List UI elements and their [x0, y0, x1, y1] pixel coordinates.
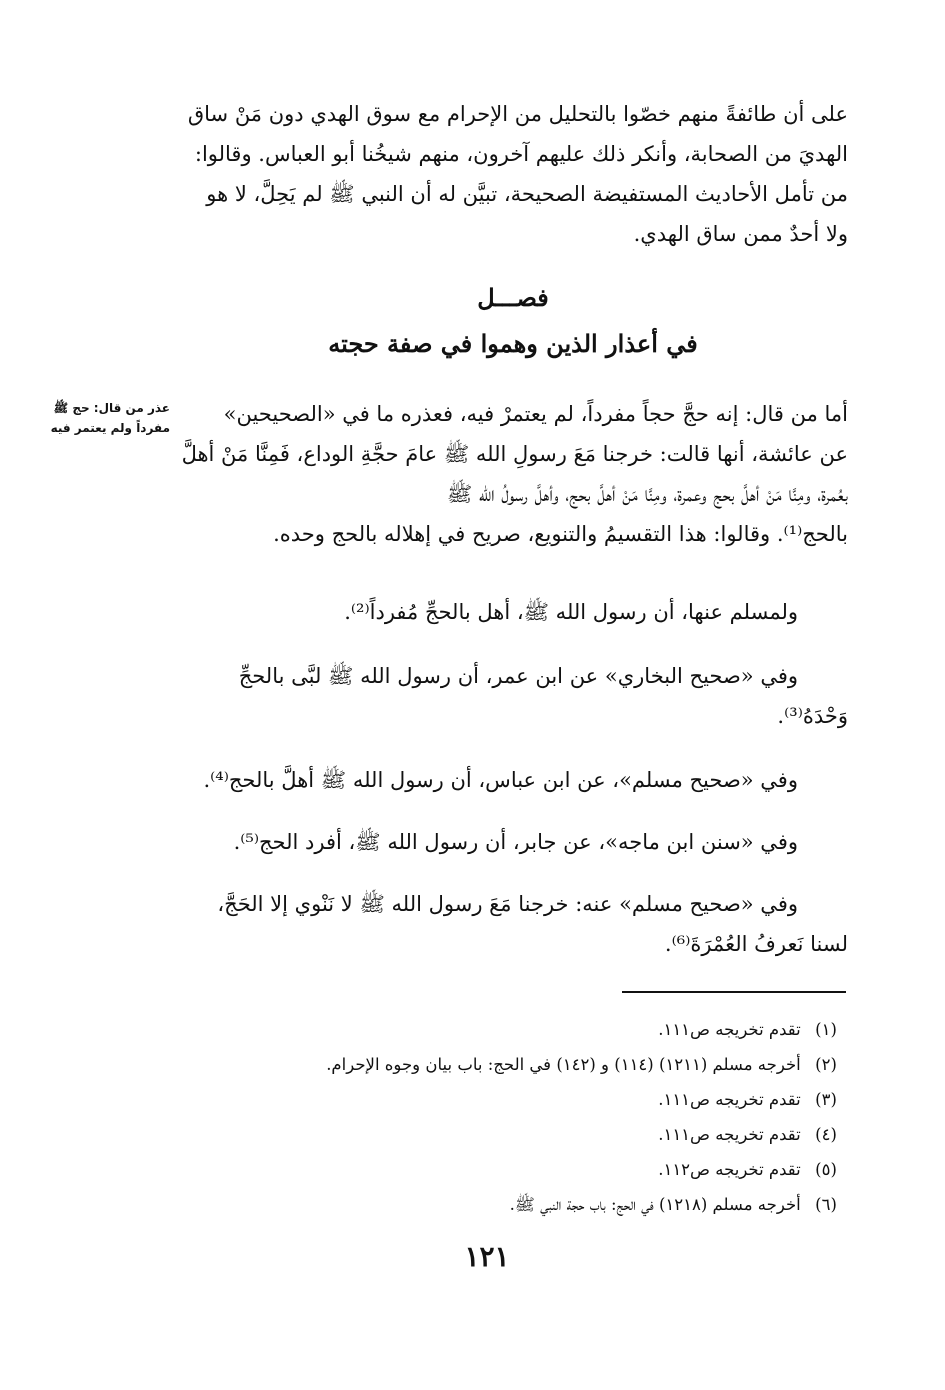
intro-line: ولا أحدٌ ممن ساق الهدي.: [633, 222, 848, 246]
body-line: لسنا نَعرفُ العُمْرَةَ⁽⁶⁾.: [664, 932, 848, 956]
paragraph-muslim-jabir: [178, 884, 848, 964]
paragraph-ibn-majah: [178, 822, 798, 862]
body-line: عن عائشة، أنها قالت: خرجنا مَعَ رسولِ الله ﷺ عامَ حجَّةِ الوداع، فَمِنَّا مَنْ أهلَّ: [181, 442, 848, 466]
section-title: في أعذار الذين وهموا في صفة حجته: [328, 329, 698, 358]
paragraph-muslim-aisha: [178, 592, 798, 632]
intro-paragraph: [178, 94, 848, 254]
footnote-number: (٦): [815, 1195, 837, 1214]
margin-note-line: مفرداً ولم يعتمر فيه: [50, 421, 170, 435]
footnote: [200, 1047, 846, 1082]
body-line: أما من قال: إنه حجَّ حجاً مفرداً، لم يعتمرْ فيه، فعذره ما في «الصحيحين»: [223, 402, 848, 426]
footnote: [200, 1152, 846, 1187]
body-line: وفي «سنن ابن ماجه»، عن جابر، أن رسول الله ﷺ، أفرد الحج⁽⁵⁾.: [233, 830, 798, 854]
body-line: ولمسلم عنها، أن رسول الله ﷺ، أهل بالحجِّ مُفرداً⁽²⁾.: [344, 600, 798, 624]
body-line: وَحْدَهُ⁽³⁾.: [777, 704, 848, 728]
footnote: [200, 1187, 846, 1222]
footnote: [200, 1117, 846, 1152]
footnote-text: أخرجه مسلم (١٢١٨) في الحج: باب حجة النبي ﷺ.: [509, 1195, 801, 1214]
footnote-text: أخرجه مسلم (١٢١١) (١١٤) و (١٤٢) في الحج: باب بيان وجوه الإحرام.: [326, 1055, 801, 1074]
footnote-number: (٤): [815, 1125, 837, 1144]
margin-note: [40, 398, 170, 438]
body-line: وفي «صحيح مسلم» عنه: خرجنا مَعَ رسول الله ﷺ لا نَنْوي إلا الحَجَّ،: [217, 892, 798, 916]
footnote: [200, 1012, 846, 1047]
footnote-text: تقدم تخريجه ص١١١.: [658, 1020, 801, 1039]
footnote-number: (٣): [815, 1090, 837, 1109]
footnote-text: تقدم تخريجه ص١١١.: [658, 1125, 801, 1144]
footnote-number: (٢): [815, 1055, 837, 1074]
section-label: فصـــل: [477, 283, 549, 312]
body-line: بالحج⁽¹⁾. وقالوا: هذا التقسيمُ والتنويع، صريح في إهلاله بالحج وحده.: [273, 522, 848, 546]
footnotes: [200, 1012, 846, 1222]
intro-line: من تأمل الأحاديث المستفيضة الصحيحة، تبيَّن له أن النبي ﷺ لم يَحِلَّ، لا هو: [206, 182, 848, 206]
footnote-text: تقدم تخريجه ص١١٢.: [658, 1160, 801, 1179]
footnote-text: تقدم تخريجه ص١١١.: [658, 1090, 801, 1109]
page-number: ١٢١: [464, 1240, 510, 1273]
footnote-number: (٥): [815, 1160, 837, 1179]
margin-note-line: عذر من قال: حج ﷺ: [53, 401, 170, 415]
footnote: [200, 1082, 846, 1117]
intro-line: الهديَ من الصحابة، وأنكر ذلك عليهم آخرون، منهم شيخُنا أبو العباس. وقالوا:: [194, 142, 848, 166]
intro-line: على أن طائفةً منهم خصّوا بالتحليل من الإحرام مع سوق الهدي دون مَنْ ساق: [187, 102, 848, 126]
body-line: وفي «صحيح مسلم»، عن ابن عباس، أن رسول الله ﷺ أهلَّ بالحج⁽⁴⁾.: [203, 768, 798, 792]
paragraph-aisha: [178, 394, 848, 554]
body-line: بعُمرة، ومِنَّا مَنْ أهلَّ بحج وعمرة، ومِنَّا مَنْ أهلَّ بحج، وأهلَّ رسولُ الله ﷺ: [446, 482, 848, 506]
paragraph-ibn-abbas: [178, 760, 798, 800]
footnote-number: (١): [815, 1020, 837, 1039]
footnote-separator: [622, 991, 846, 993]
paragraph-bukhari: [178, 656, 848, 736]
body-line: وفي «صحيح البخاري» عن ابن عمر، أن رسول الله ﷺ لبَّى بالحجِّ: [238, 664, 798, 688]
